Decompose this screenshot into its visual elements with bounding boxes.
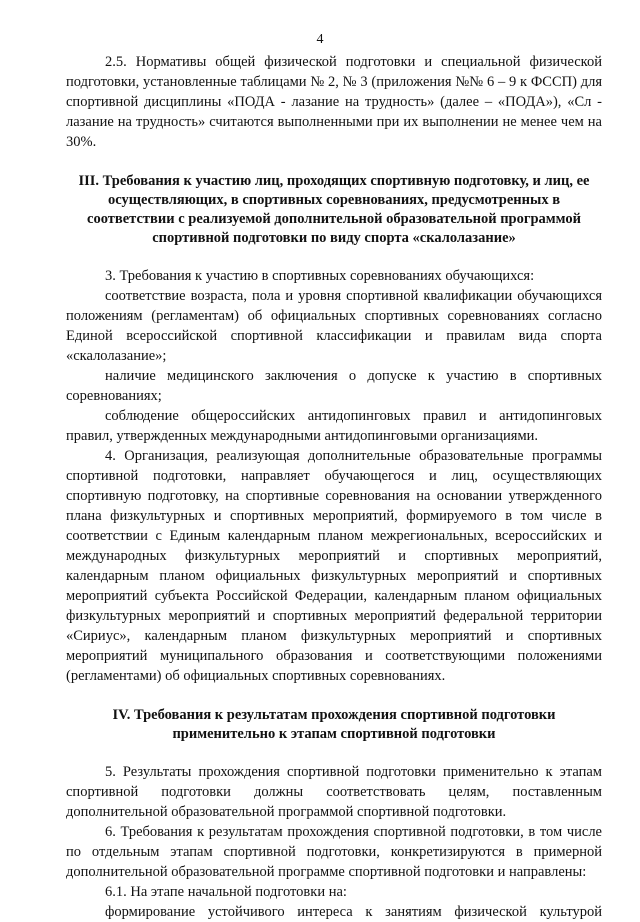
paragraph-3-antidoping-requirement: соблюдение общероссийских антидопинговых правил и антидопинговых правил, утвержденных международными антидопинговыми организациями.: [66, 408, 602, 444]
paragraph-3-age-requirement: соответствие возраста, пола и уровня спортивной квалификации обучающихся положениям (регламентам) об официальных спортивных соревнованиях согласно Единой всероссийской спортивной классификации и правилам вида спорта «скалолазание»;: [66, 288, 602, 364]
paragraph-3: 3. Требования к участию в спортивных соревнованиях обучающихся:: [105, 268, 535, 284]
document-body: [66, 52, 602, 922]
paragraph-3-medical-requirement: наличие медицинского заключения о допуске к участию в спортивных соревнованиях;: [66, 368, 602, 404]
paragraph-4: 4. Организация, реализующая дополнительные образовательные программы спортивной подготовки, направляет обучающегося и лиц, осуществляющих спортивную подготовку, на спортивные соревнования на основании утвержденного плана физкультурных и спортивных мероприятий, формируемого в том числе в соответствии с Единым календарным планом межрегиональных, всероссийских и международных физкультурных мероприятий и спортивных мероприятий, календарным планом официальных физкультурных мероприятий и спортивных мероприятий субъекта Российской Федерации, календарным планом официальных физкультурных мероприятий и спортивных мероприятий федеральной территории «Сириус», календарным планом физкультурных мероприятий и спортивных мероприятий муниципального образования и соответствующими положениями (регламентами) об официальных спортивных соревнованиях.: [66, 448, 602, 684]
page-number: 4: [316, 32, 324, 47]
paragraph-6: 6. Требования к результатам прохождения спортивной подготовки, в том числе по отдельным этапам спортивной подготовки, конкретизируются в примерной дополнительной образовательной программе спортивной подготовки и направлены:: [66, 824, 602, 880]
section-3-heading: III. Требования к участию лиц, проходящих спортивную подготовку, и лиц, ее осуществляющих, в спортивных соревнованиях, предусмотренных в соответствии с реализуемой дополнительной образовательной программой спортивной подготовки по виду спорта «скалолазание»: [78, 173, 590, 246]
paragraph-6-1: 6.1. На этапе начальной подготовки на:: [105, 884, 347, 900]
paragraph-2-5: 2.5. Нормативы общей физической подготовки и специальной физической подготовки, установленные таблицами № 2, № 3 (приложения №№ 6 – 9 к ФССП) для спортивной дисциплины «ПОДА - лазание на трудность» (далее – «ПОДА»), «Сл - лазание на трудность» считаются выполненными при их выполнении не менее чем на 30%.: [66, 54, 602, 150]
section-4-heading: IV. Требования к результатам прохождения спортивной подготовки применительно к этапам спортивной подготовки: [112, 707, 556, 742]
paragraph-5: 5. Результаты прохождения спортивной подготовки применительно к этапам спортивной подготовки должны соответствовать целям, поставленным дополнительной образовательной программой спортивной подготовки.: [66, 764, 602, 820]
paragraph-6-1-item: формирование устойчивого интереса к занятиям физической культурой: [105, 904, 602, 920]
